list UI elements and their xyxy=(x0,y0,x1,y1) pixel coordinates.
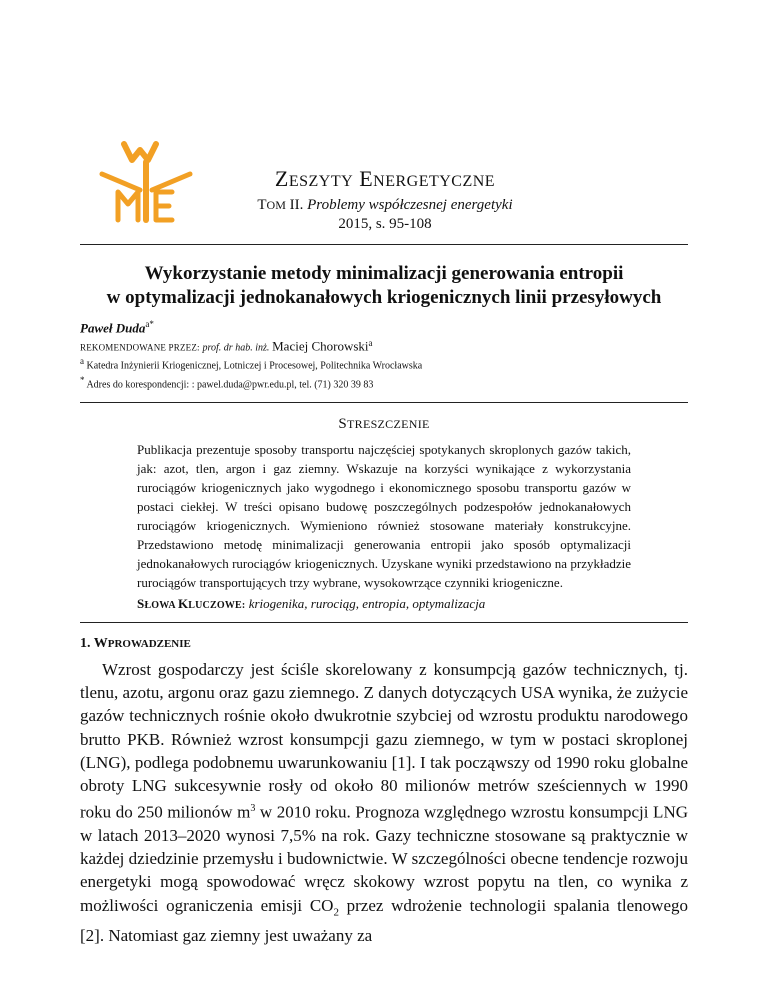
recommended-line: REKOMENDOWANE PRZEZ: prof. dr hab. inż. Maciej Chorowski$^a$ xyxy=(80,338,373,354)
reviewer-name: Maciej Chorowski xyxy=(272,338,369,354)
header-rule xyxy=(80,244,688,245)
correspondence: * Adres do korespondencji: : pawel.duda@pwr.edu.pl, tel. (71) 320 39 83 xyxy=(80,375,374,391)
author-name: Paweł Duda xyxy=(80,320,146,336)
paragraph: Wzrost gospodarczy jest ściśle skorelowany z konsumpcją gazów technicznych, tj. tlenu, azotu, argonu oraz gazu ziemnego. Z danych dotyczących USA wynika, że zużycie gazów technicznych rośnie około dwukrotnie szybciej od wzrostu produktu narodowego brutto PKB. Również wzrost konsumpcji gazu ziemnego, w tym w postaci skroplonej (LNG), podlega podobnemu uwarunkowaniu [1]. I tak począwszy od 1990 roku globalne obroty LNG sukcesywnie rosły od około 80 milionów metrów sześciennych w 1990 roku do 250 milionów $m^3$ w 2010 roku. Prognoza względnego wzrostu konsumpcji LNG w latach 2013–2020 wynosi 7,5% na rok. Gazy techniczne stosowane są praktycznie w każdej dziedzinie przemysłu i budownictwie. W szczególności obecne tendencje rozwoju energetyki mogą spowodować wręcz skokowy wzrost popytu na tlen, co wynika z możliwości ograniczenia emisji $CO_2$ przez wdrożenie technologii spalania tlenowego [2]. Natomiast gaz ziemny jest uważany za xyxy=(80,660,688,946)
journal-volume: TOM II. Problemy współczesnej energetyki xyxy=(257,197,513,213)
section-heading: 1. WPROWADZENIE xyxy=(80,636,191,651)
keywords: kriogenika, rurociąg, entropia, optymalizacja xyxy=(248,596,486,611)
abstract-top-rule xyxy=(80,402,688,403)
abstract-text: Publikacja prezentuje sposoby transportu najczęściej spotykanych skroplonych gazów takich, jak: azot, tlen, argon i gaz ziemny. Wskazuje na korzyści wynikające z wykorzystania rurociągów kriogenicznych jako wygodnego i ekonomicznego sposobu transportu gazów w postaci ciekłej. W treści opisano budowę poszczególnych podzespołów jednokanałowych rurociągów kriogenicznych. Wymieniono również stosowane materiały konstrukcyjne. Przedstawiono metodę minimalizacji generowania entropii jako sposób optymalizacji jednokanałowych rurociągów kriogenicznych. Uzyskane wyniki przedstawiono na przykładzie rurociągów transportujących trzy wybrane, wysokowrzące czynniki kriogeniczne. xyxy=(137,442,631,590)
affiliation: $^a$ Katedra Inżynierii Kriogenicznej, Lotniczej i Procesowej, Politechnika Wrocławska xyxy=(80,356,423,372)
section-body xyxy=(80,658,688,947)
journal-name: ZESZYTY ENERGETYCZNE xyxy=(274,166,496,191)
abstract-bottom-rule xyxy=(80,622,688,623)
journal-header xyxy=(175,165,595,234)
paper-title: Wykorzystanie metody minimalizacji generowania entropii w optymalizacji jednokanałowych kriogenicznych linii przesyłowych xyxy=(106,263,662,308)
abstract-heading: STRESZCZENIE xyxy=(338,416,430,432)
author-line: Paweł Duda$^{a*}$ xyxy=(80,319,154,336)
keywords-line: SŁOWA KLUCZOWE: kriogenika, rurociąg, entropia, optymalizacja xyxy=(137,596,486,611)
journal-year-pages: 2015, s. 95-108 xyxy=(338,216,432,232)
